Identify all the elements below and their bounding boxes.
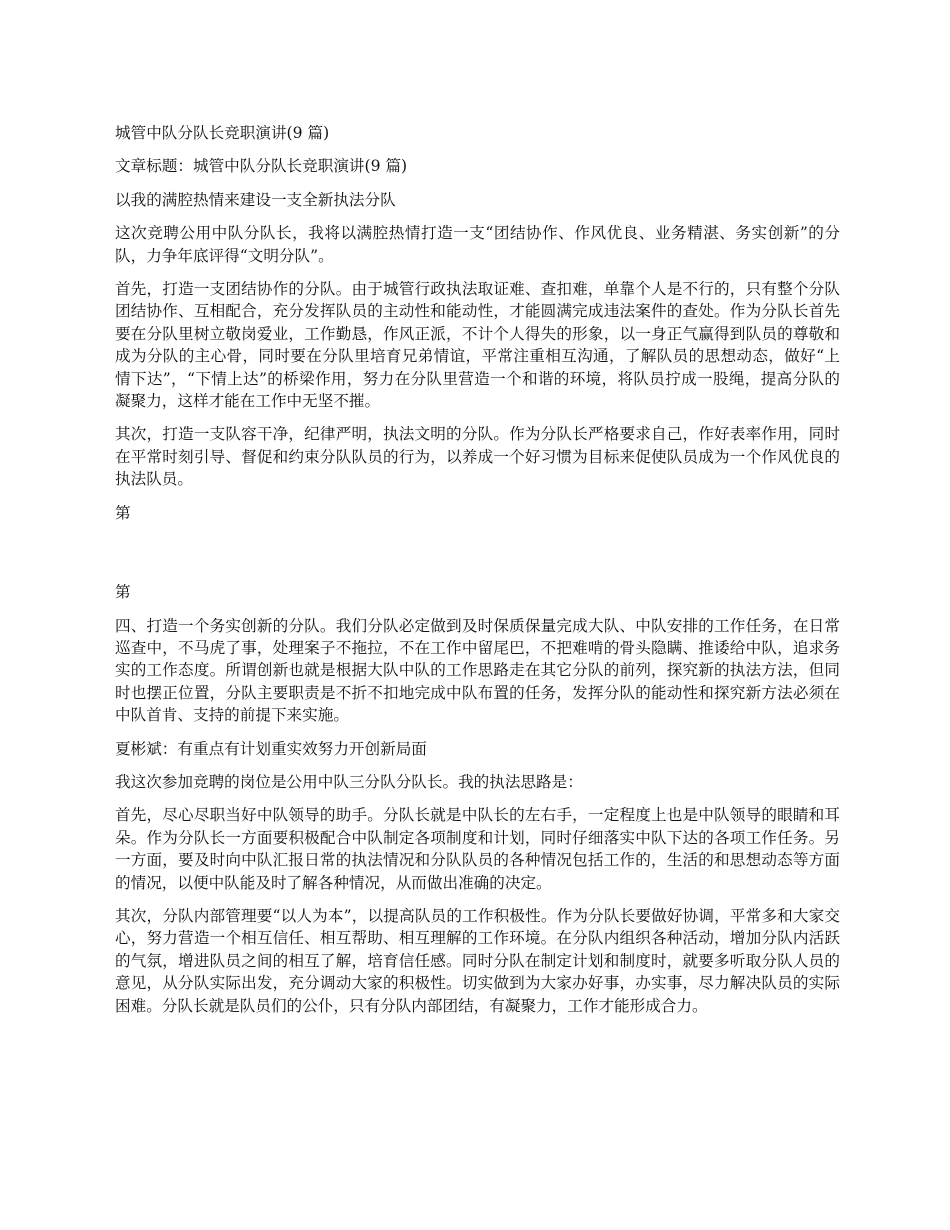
paragraph: 这次竞聘公用中队分队长，我将以满腔热情打造一支“团结协作、作风优良、业务精湛、务实创新”的分队，力争年底评得“文明分队”。 <box>115 224 840 265</box>
document-body <box>115 122 840 1028</box>
paragraph: 首先，尽心尽职当好中队领导的助手。分队长就是中队长的左右手，一定程度上也是中队领导的眼睛和耳朵。作为分队长一方面要积极配合中队制定各项制度和计划，同时仔细落实中队下达的各项工作任务。另一方面，要及时向中队汇报日常的执法情况和分队队员的各种情况包括工作的，生活的和思想动态等方面的情况，以便中队能及时了解各种情况，从而做出准确的决定。 <box>115 806 840 892</box>
text-fragment: 第 <box>115 583 131 602</box>
text-fragment: 第 <box>115 503 131 522</box>
paragraph: 其次，打造一支队容干净，纪律严明，执法文明的分队。作为分队长严格要求自己，作好表率作用，同时在平常时刻引导、督促和约束分队队员的行为，以养成一个好习惯为目标来促使队员成为一个作风优良的执法队员。 <box>115 425 840 489</box>
paragraph: 其次，分队内部管理要“以人为本”，以提高队员的工作积极性。作为分队长要做好协调，平常多和大家交心，努力营造一个相互信任、相互帮助、相互理解的工作环境。在分队内组织各种活动，增加分队内活跃的气氛，增进队员之间的相互了解，培育信任感。同时分队在制定计划和制度时，就要多听取分队人员的意见，从分队实际出发，充分调动大家的积极性。切实做到为大家办好事，办实事，尽力解决队员的实际困难。分队长就是队员们的公仆，只有分队内部团结，有凝聚力，工作才能形成合力。 <box>115 906 840 1015</box>
paragraph: 四、打造一个务实创新的分队。我们分队必定做到及时保质保量完成大队、中队安排的工作任务，在日常巡查中，不马虎了事，处理案子不拖拉，不在工作中留尾巴，不把难啃的骨头隐瞒、推诿给中队，追求务实的工作态度。所谓创新也就是根据大队中队的工作思路走在其它分队的前列，探究新的执法方法，但同时也摆正位置，分队主要职责是不折不扣地完成中队布置的任务，发挥分队的能动性和探究新方法必须在中队首肯、支持的前提下来实施。 <box>115 616 840 725</box>
article-title: 文章标题：城管中队分队长竞职演讲(9 篇) <box>115 157 408 176</box>
blank-space <box>115 535 840 581</box>
document-title: 城管中队分队长竞职演讲(9 篇) <box>115 124 330 142</box>
section-subtitle: 夏彬斌：有重点有计划重实效努力开创新局面 <box>115 739 427 758</box>
paragraph: 首先，打造一支团结协作的分队。由于城管行政执法取证难、查扣难，单靠个人是不行的，只有整个分队团结协作、互相配合，充分发挥队员的主动性和能动性，才能圆满完成违法案件的查处。作为分队长首先要在分队里树立敬岗爱业，工作勤恳，作风正派，不计个人得失的形象，以一身正气赢得到队员的尊敬和成为分队的主心骨，同时要在分队里培育兄弟情谊，平常注重相互沟通，了解队员的思想动态，做好“上情下达”，“下情上达”的桥梁作用，努力在分队里营造一个和谐的环境，将队员拧成一股绳，提高分队的凝聚力，这样才能在工作中无坚不摧。 <box>115 280 840 411</box>
section-subtitle: 以我的满腔热情来建设一支全新执法分队 <box>115 190 396 209</box>
paragraph: 我这次参加竞聘的岗位是公用中队三分队分队长。我的执法思路是： <box>115 772 583 791</box>
